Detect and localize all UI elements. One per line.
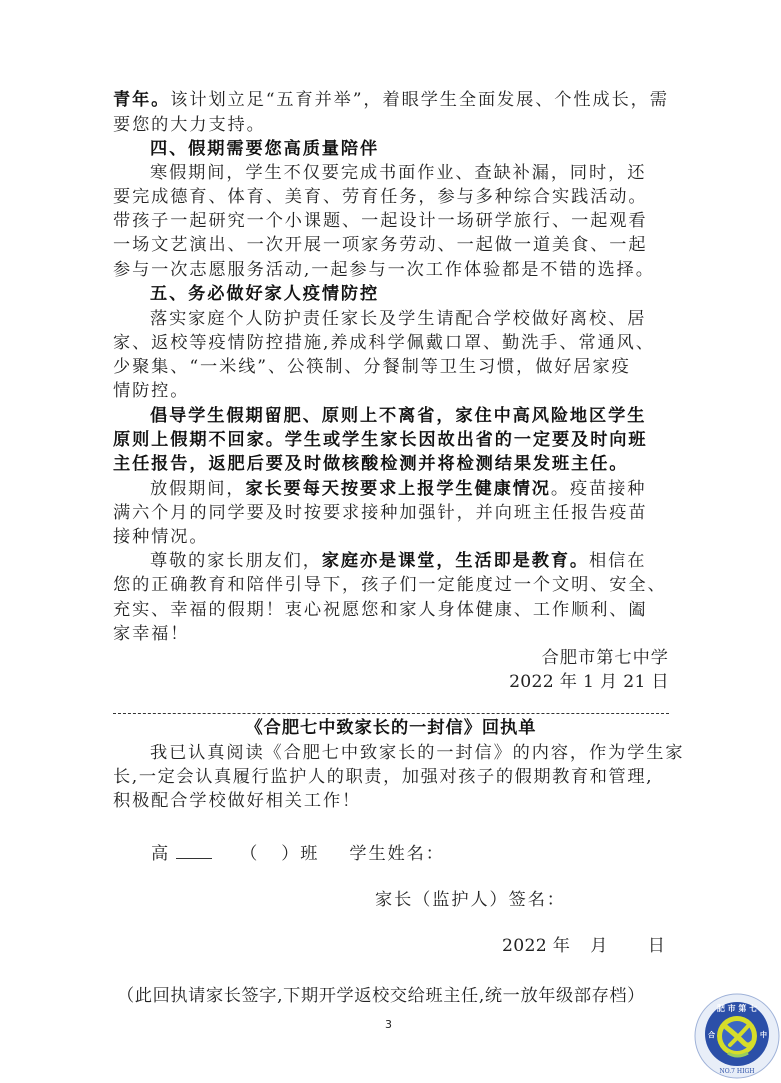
class-field xyxy=(151,842,445,866)
school-logo-icon xyxy=(694,993,780,1079)
intro-bold: 青年。 xyxy=(113,90,171,110)
section-4-heading: 四、假期需要您高质量陪伴 xyxy=(150,139,380,159)
health-text-post: 。疫苗接种 xyxy=(550,479,647,499)
health-text-pre: 放假期间， xyxy=(150,479,246,499)
receipt-note: （此回执请家长签字,下期开学返校交给班主任,统一放年级部存档） xyxy=(117,986,645,1006)
section-5-heading: 五、务必做好家人疫情防控 xyxy=(150,284,380,304)
section-4-line: 带孩子一起研究一个小课题、一起设计一场研学旅行、一起观看 xyxy=(113,211,648,231)
section-5-bold-line: 倡导学生假期留肥、原则上不离省，家住中高风险地区学生 xyxy=(150,406,647,426)
receipt-line: 长,一定会认真履行监护人的职责，加强对孩子的假期教育和管理, xyxy=(113,767,654,787)
sign-date-day: 日 xyxy=(647,936,666,956)
grade-blank-input[interactable] xyxy=(176,844,212,859)
section-4-line: 参与一次志愿服务活动,一起参与一次工作体验都是不错的选择。 xyxy=(113,260,655,280)
grade-label: 高 xyxy=(151,844,171,864)
health-text-bold: 家长要每天按要求上报学生健康情况 xyxy=(245,479,551,499)
closing-line-1 xyxy=(113,549,706,573)
sign-date-month: 月 xyxy=(590,936,608,956)
cut-line-divider xyxy=(113,713,669,714)
section-5-bold-line: 原则上假期不回家。学生或学生家长因故出省的一定要及时向班 xyxy=(113,430,648,450)
svg-text:NO.7 HIGH: NO.7 HIGH xyxy=(719,1068,755,1075)
closing-text-pre: 尊敬的家长朋友们， xyxy=(150,551,322,571)
receipt-line: 积极配合学校做好相关工作！ xyxy=(113,791,362,811)
section-5-line: 少聚集、“一米线”、公筷制、分餐制等卫生习惯，做好居家疫 xyxy=(113,357,631,377)
health-para-line-3: 接种情况。 xyxy=(113,527,209,547)
class-paren-open: （ xyxy=(240,844,260,864)
svg-text:肥 市 第 七: 肥 市 第 七 xyxy=(716,1004,758,1013)
health-para-line-2: 满六个月的同学要及时按要求接种加强针，并向班主任报告疫苗 xyxy=(113,503,648,523)
closing-line-3: 充实、幸福的假期！衷心祝愿您和家人身体健康、工作顺利、阖 xyxy=(113,600,648,620)
health-para-line-1 xyxy=(113,477,706,501)
class-label: ）班 xyxy=(281,844,320,864)
signature-school: 合肥市第七中学 xyxy=(541,648,669,668)
closing-text-bold: 家庭亦是课堂，生活即是教育。 xyxy=(321,551,590,571)
parent-sign-field xyxy=(375,888,566,912)
sign-date-year: 2022 年 xyxy=(502,936,571,956)
signature-date: 2022 年 1 月 21 日 xyxy=(509,672,669,692)
receipt-line: 我已认真阅读《合肥七中致家长的一封信》的内容，作为学生家 xyxy=(150,743,685,763)
closing-line-4: 家幸福！ xyxy=(113,624,190,644)
section-4-line: 一场文艺演出、一次开展一项家务劳动、一起做一道美食、一起 xyxy=(113,235,648,255)
intro-line-2: 要您的大力支持。 xyxy=(113,115,266,135)
intro-line-1 xyxy=(113,88,669,112)
section-5-line: 情防控。 xyxy=(113,381,190,401)
intro-text: 该计划立足“五育并举”，着眼学生全面发展、个性成长，需 xyxy=(170,90,669,110)
student-name-label: 学生姓名： xyxy=(349,844,445,864)
sign-date-field xyxy=(502,934,665,958)
closing-line-2: 您的正确教育和陪伴引导下，孩子们一定能度过一个文明、安全、 xyxy=(113,575,667,595)
section-4-line: 要完成德育、体育、美育、劳育任务，参与多种综合实践活动。 xyxy=(113,187,648,207)
page-number: 3 xyxy=(385,1018,392,1031)
section-5-bold-line: 主任报告，返肥后要及时做核酸检测并将检测结果发班主任。 xyxy=(113,454,629,474)
svg-text:合: 合 xyxy=(708,1031,715,1039)
section-5-line: 家、返校等疫情防控措施,养成科学佩戴口罩、勤洗手、常通风、 xyxy=(113,333,655,353)
parent-sign-label: 家长（监护人）签名： xyxy=(375,890,566,910)
receipt-title: 《合肥七中致家长的一封信》回执单 xyxy=(245,718,537,738)
closing-text-post: 相信在 xyxy=(589,551,647,571)
svg-text:中: 中 xyxy=(760,1031,767,1039)
section-4-line: 寒假期间，学生不仅要完成书面作业、查缺补漏，同时，还 xyxy=(150,163,647,183)
section-5-line: 落实家庭个人防护责任家长及学生请配合学校做好离校、居 xyxy=(150,309,647,329)
